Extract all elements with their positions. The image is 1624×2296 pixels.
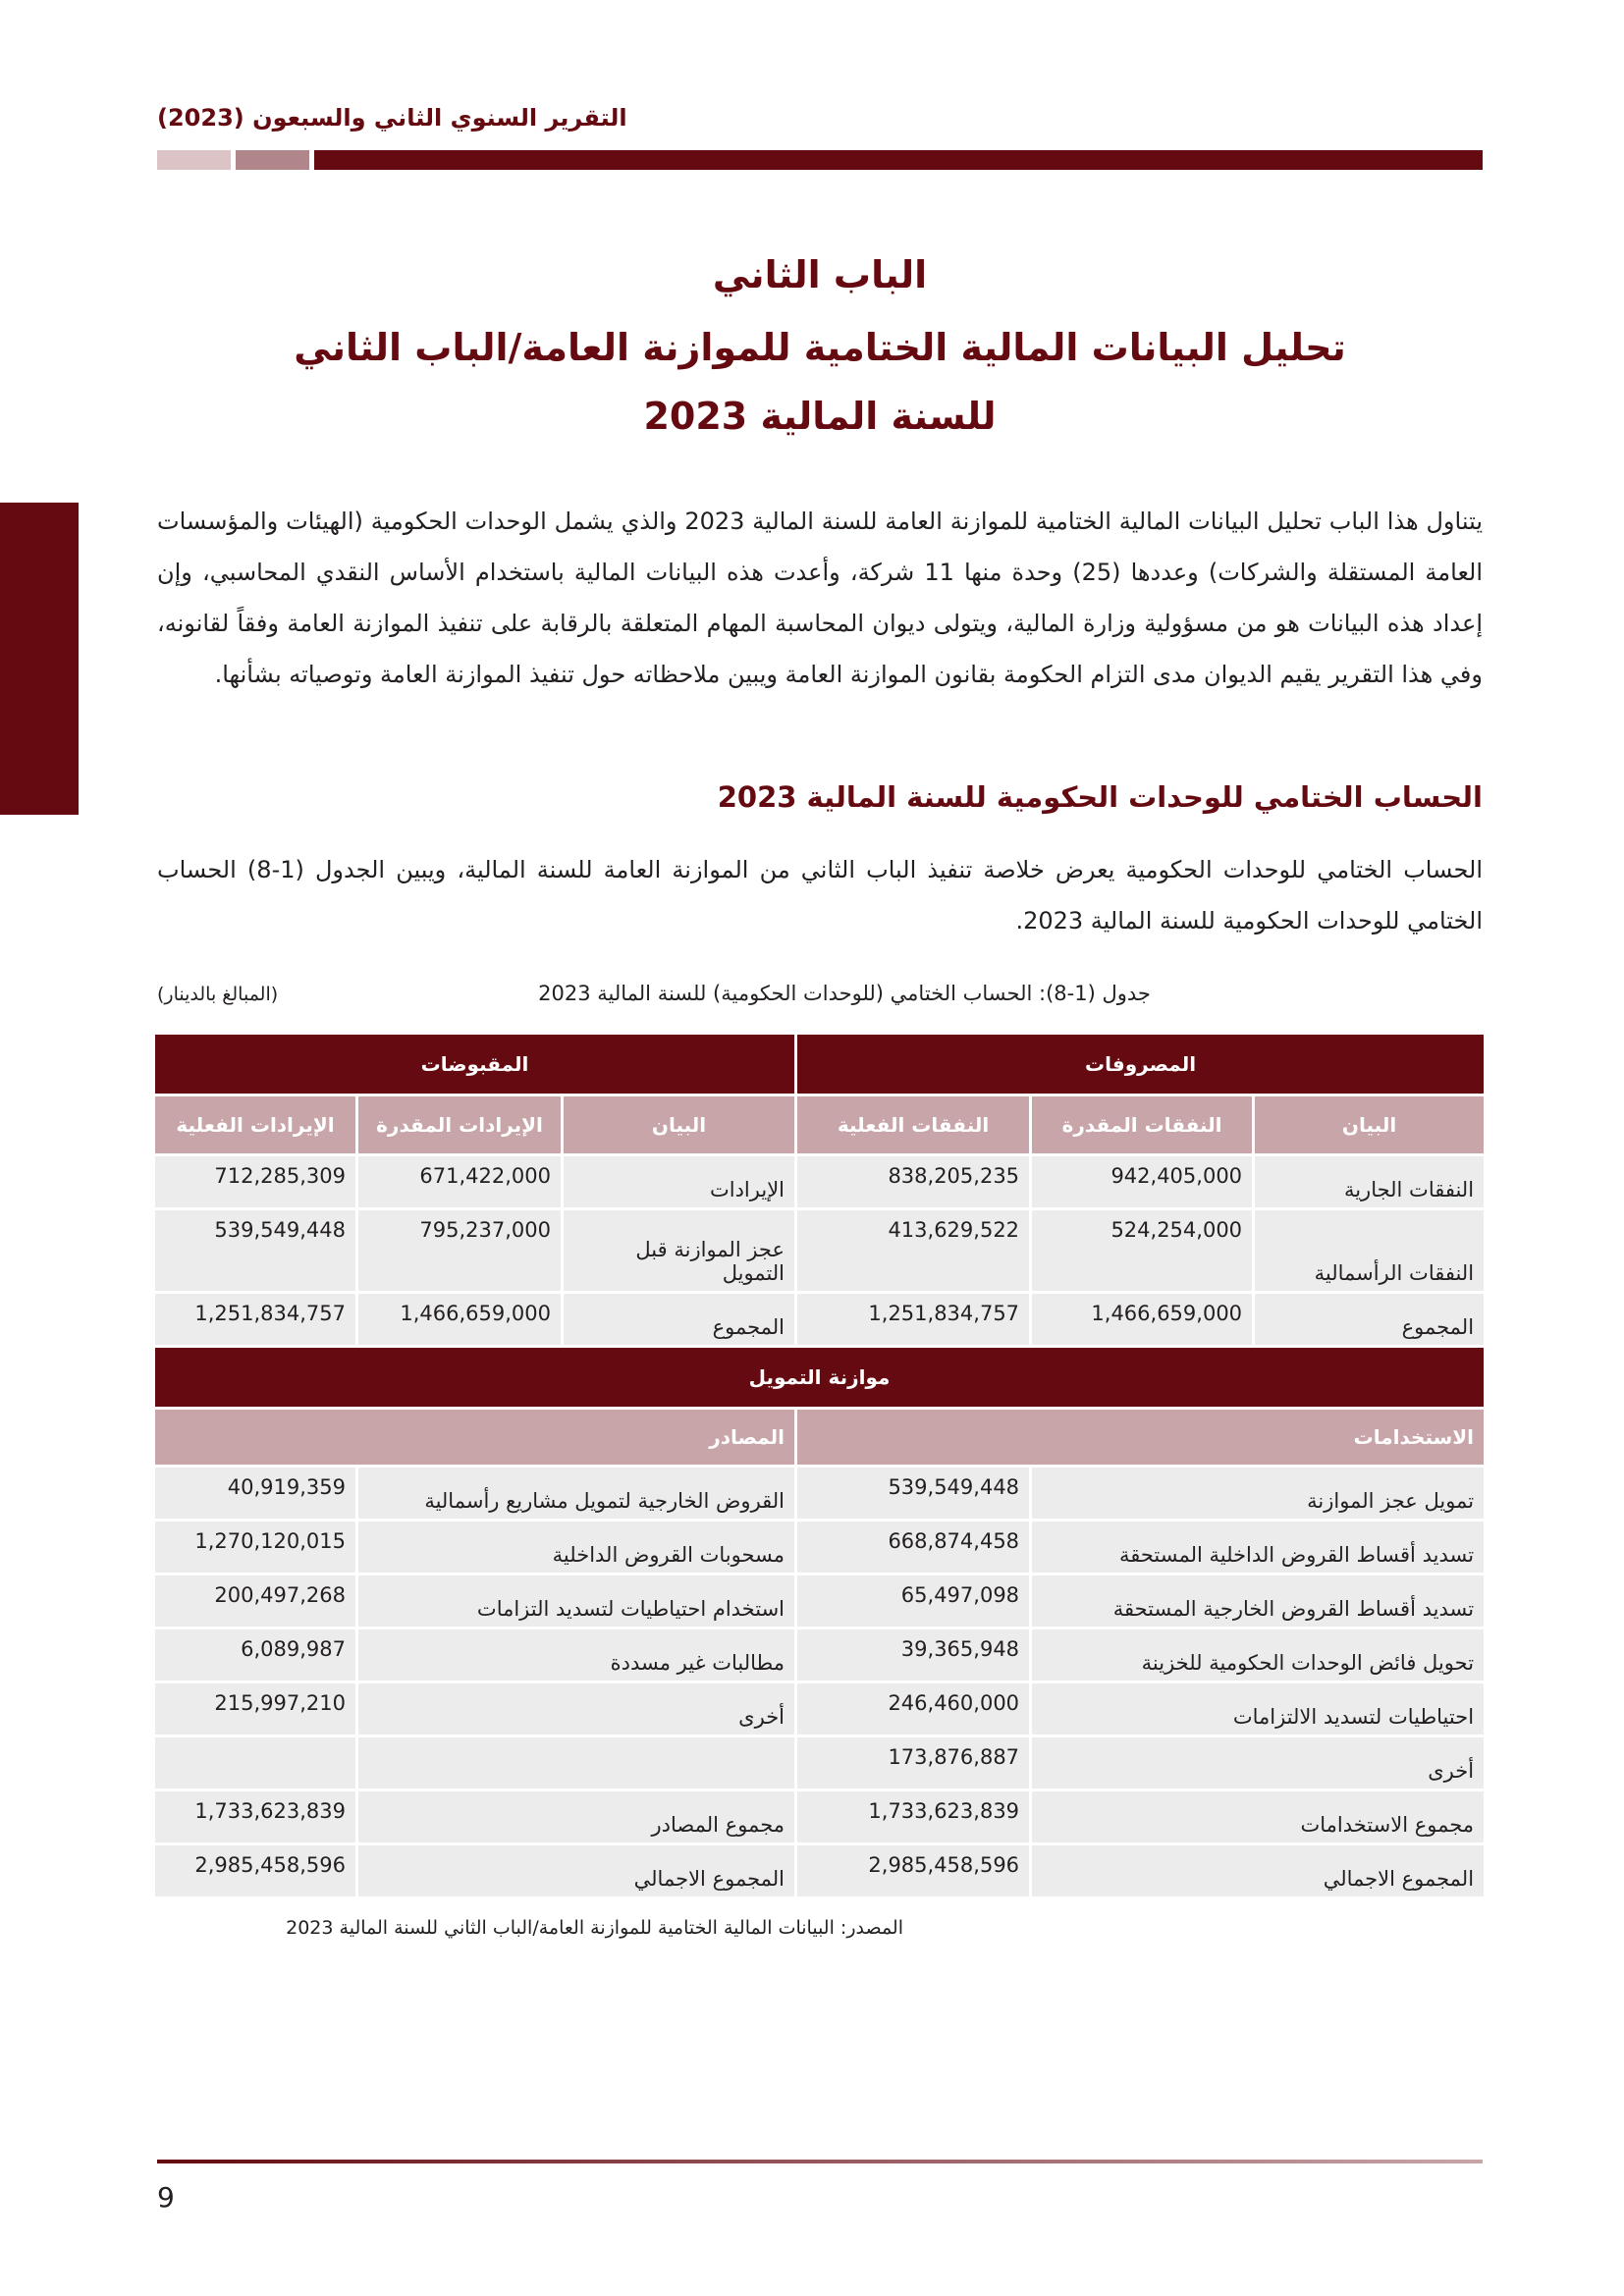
financing-budget-header: موازنة التمويل [154, 1347, 1486, 1409]
amount-cell: 539,549,448 [154, 1209, 357, 1293]
row-label: مسحوبات القروض الداخلية [357, 1521, 796, 1575]
intro-paragraph: يتناول هذا الباب تحليل البيانات المالية الختامية للموازنة العامة للسنة المالية 2023 والذي يشمل الوحدات الحكومية (الهيئات والمؤسسات العامة المستقلة والشركات) وعددها (25) وحدة منها 11 شركة، وأعدت هذه البيانات المالية باستخدام الأساس النقدي المحاسبي، وإن إعداد هذه البيانات هو من مسؤولية وزارة المالية، ويتولى ديوان المحاسبة المهام المتعلقة بالرقابة على تنفيذ الموازنة العامة وفقاً لقانونه، وفي هذا التقرير يقيم الديوان مدى التزام الحكومة بقانون الموازنة العامة ويبين ملاحظاته حول تنفيذ الموازنة العامة وتوصياته بشأنها. [157, 507, 1484, 688]
chapter-year: للسنة المالية 2023 [643, 395, 997, 438]
column-header: الإيرادات المقدرة [357, 1095, 563, 1155]
side-accent-block [0, 503, 79, 815]
amount-cell: 2,985,458,596 [796, 1844, 1031, 1898]
group-header-expenses: المصروفات [796, 1034, 1486, 1095]
row-label: النفقات الرأسمالية [1254, 1209, 1486, 1293]
financing-row [154, 1682, 1486, 1736]
final-account-table [152, 1032, 1487, 1899]
table-source-note: المصدر: البيانات المالية الختامية للموازنة العامة/الباب الثاني للسنة المالية 2023 [286, 1917, 903, 1939]
row-label: عجز الموازنة قبل التمويل [563, 1209, 796, 1293]
financing-row [154, 1575, 1486, 1629]
amount-cell: 795,237,000 [357, 1209, 563, 1293]
footer-divider [157, 2160, 1483, 2163]
amount-cell: 1,466,659,000 [357, 1293, 563, 1347]
financing-row [154, 1629, 1486, 1682]
table-row [154, 1155, 1486, 1209]
section-heading: الحساب الختامي للوحدات الحكومية للسنة المالية 2023 [717, 780, 1483, 814]
row-label: أخرى [357, 1682, 796, 1736]
row-label: مجموع المصادر [357, 1790, 796, 1844]
amount-cell: 1,733,623,839 [796, 1790, 1031, 1844]
chapter-title: الباب الثاني [712, 253, 928, 296]
amount-cell: 524,254,000 [1031, 1209, 1254, 1293]
amount-cell: 1,251,834,757 [796, 1293, 1031, 1347]
column-header: النفقات الفعلية [796, 1095, 1031, 1155]
amount-cell: 246,460,000 [796, 1682, 1031, 1736]
sources-header: المصادر [154, 1409, 796, 1467]
column-header: النفقات المقدرة [1031, 1095, 1254, 1155]
amount-cell: 215,997,210 [154, 1682, 357, 1736]
row-label: المجموع [1254, 1293, 1486, 1347]
row-label: مجموع الاستخدامات [1031, 1790, 1486, 1844]
amount-cell: 838,205,235 [796, 1155, 1031, 1209]
amount-cell: 671,422,000 [357, 1155, 563, 1209]
row-label: المجموع الاجمالي [1031, 1844, 1486, 1898]
table-row [154, 1209, 1486, 1293]
row-label: احتياطيات لتسديد الالتزامات [1031, 1682, 1486, 1736]
table-row [154, 1293, 1486, 1347]
row-label: القروض الخارجية لتمويل مشاريع رأسمالية [357, 1467, 796, 1521]
report-header-title: التقرير السنوي الثاني والسبعون (2023) [157, 104, 627, 132]
amount-cell: 39,365,948 [796, 1629, 1031, 1682]
column-header: البيان [1254, 1095, 1486, 1155]
chapter-subtitle: تحليل البيانات المالية الختامية للموازنة العامة/الباب الثاني [294, 326, 1346, 369]
amount-cell: 413,629,522 [796, 1209, 1031, 1293]
amount-cell: 539,549,448 [796, 1467, 1031, 1521]
amount-cell: 1,270,120,015 [154, 1521, 357, 1575]
currency-unit-note: (المبالغ بالدينار) [157, 984, 279, 1005]
amount-cell: 40,919,359 [154, 1467, 357, 1521]
amount-cell: 173,876,887 [796, 1736, 1031, 1790]
amount-cell: 712,285,309 [154, 1155, 357, 1209]
amount-cell: 1,733,623,839 [154, 1790, 357, 1844]
column-header: البيان [563, 1095, 796, 1155]
column-header: الإيرادات الفعلية [154, 1095, 357, 1155]
financing-row [154, 1736, 1486, 1790]
header-bar-light [157, 150, 231, 170]
uses-header: الاستخدامات [796, 1409, 1486, 1467]
row-label: المجموع [563, 1293, 796, 1347]
row-label: المجموع الاجمالي [357, 1844, 796, 1898]
row-label: أخرى [1031, 1736, 1486, 1790]
row-label: استخدام احتياطيات لتسديد التزامات [357, 1575, 796, 1629]
row-label: تسديد أقساط القروض الخارجية المستحقة [1031, 1575, 1486, 1629]
amount-cell: 942,405,000 [1031, 1155, 1254, 1209]
page-number: 9 [157, 2181, 175, 2214]
table-caption: جدول (1-8): الحساب الختامي (للوحدات الحكومية) للسنة المالية 2023 [538, 982, 1151, 1005]
amount-cell [154, 1736, 357, 1790]
amount-cell: 1,251,834,757 [154, 1293, 357, 1347]
amount-cell: 668,874,458 [796, 1521, 1031, 1575]
amount-cell: 2,985,458,596 [154, 1844, 357, 1898]
financing-row [154, 1467, 1486, 1521]
row-label: تمويل عجز الموازنة [1031, 1467, 1486, 1521]
section-paragraph: الحساب الختامي للوحدات الحكومية يعرض خلاصة تنفيذ الباب الثاني من الموازنة العامة للسنة المالية، ويبين الجدول (1-8) الحساب الختامي للوحدات الحكومية للسنة المالية 2023. [157, 856, 1484, 934]
amount-cell: 65,497,098 [796, 1575, 1031, 1629]
group-header-receipts: المقبوضات [154, 1034, 796, 1095]
row-label: تسديد أقساط القروض الداخلية المستحقة [1031, 1521, 1486, 1575]
amount-cell: 6,089,987 [154, 1629, 357, 1682]
header-bar-dark [314, 150, 1483, 170]
amount-cell: 1,466,659,000 [1031, 1293, 1254, 1347]
row-label: مطالبات غير مسددة [357, 1629, 796, 1682]
row-label: النفقات الجارية [1254, 1155, 1486, 1209]
row-label: الإيرادات [563, 1155, 796, 1209]
row-label [357, 1736, 796, 1790]
financing-row [154, 1790, 1486, 1844]
row-label: تحويل فائض الوحدات الحكومية للخزينة [1031, 1629, 1486, 1682]
financing-row [154, 1844, 1486, 1898]
header-bar-medium [236, 150, 309, 170]
financing-row [154, 1521, 1486, 1575]
amount-cell: 200,497,268 [154, 1575, 357, 1629]
